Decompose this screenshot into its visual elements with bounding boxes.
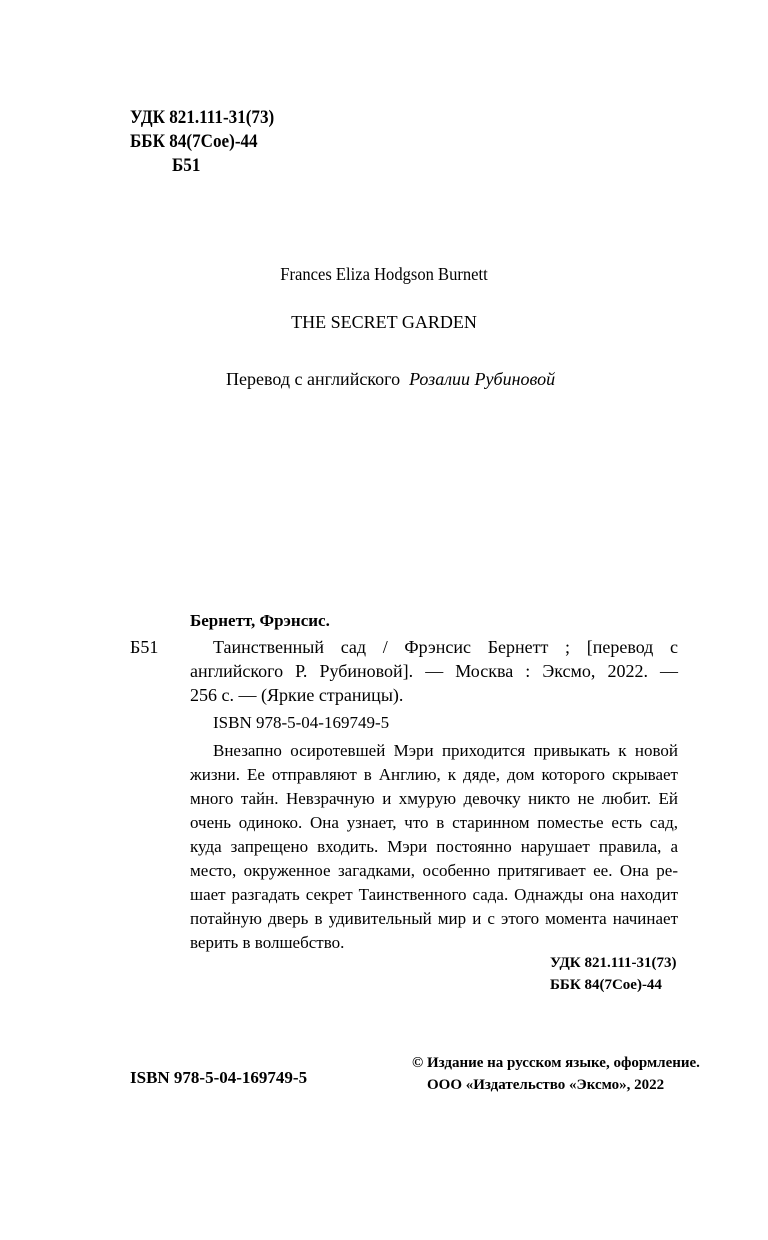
- annotation-line-8: потайную дверь в удивительный мир и с этого момента начинает: [190, 909, 678, 928]
- catalog-line-1: Таинственный сад / Фрэнсис Бернетт ; [перевод с: [213, 637, 678, 657]
- annotation-line-3: много тайн. Невзрачную и хмурую девочку никто не любит. Ей: [190, 789, 678, 808]
- translator-name: Розалии Рубиновой: [409, 369, 556, 389]
- translation-line: [226, 369, 555, 390]
- annotation-line-6: место, окруженное загадками, особенно притягивает ее. Она ре-: [190, 861, 678, 880]
- catalog-line-2: английского Р. Рубиновой]. — Москва : Эксмо, 2022. —: [190, 661, 678, 681]
- annotation-line-7: шает разгадать секрет Таинственного сада. Однажды она находит: [190, 885, 678, 904]
- original-author: Frances Eliza Hodgson Burnett: [280, 264, 488, 284]
- author-mark: Б51: [172, 155, 201, 176]
- catalog-udk: УДК 821.111-31(73): [550, 955, 677, 971]
- catalog-line-3: 256 с. — (Яркие страницы).: [190, 685, 404, 705]
- annotation-line-5: куда запрещено входить. Мэри постоянно нарушает правила, а: [190, 837, 678, 856]
- udk-code: УДК 821.111-31(73): [130, 107, 275, 128]
- catalog-author-heading: Бернетт, Фрэнсис.: [190, 611, 330, 630]
- copyright-line-1: © Издание на русском языке, оформление.: [412, 1055, 700, 1071]
- annotation-line-9: верить в волшебство.: [190, 933, 345, 952]
- translation-prefix: Перевод с английского: [226, 369, 401, 389]
- original-title: THE SECRET GARDEN: [291, 312, 477, 332]
- catalog-bbk: ББК 84(7Сое)-44: [550, 977, 662, 993]
- copyright-line-2: ООО «Издательство «Эксмо», 2022: [427, 1077, 665, 1093]
- catalog-isbn: ISBN 978-5-04-169749-5: [213, 713, 390, 732]
- catalog-author-mark: Б51: [130, 637, 159, 657]
- annotation-line-1: Внезапно осиротевшей Мэри приходится привыкать к новой: [213, 741, 678, 760]
- annotation-line-4: очень одиноко. Она узнает, что в старинном поместье есть сад,: [190, 813, 678, 832]
- bbk-code: ББК 84(7Сое)-44: [130, 131, 258, 152]
- annotation-line-2: жизни. Ее отправляют в Англию, к дяде, дом которого скрывает: [190, 765, 678, 784]
- footer-isbn: ISBN 978-5-04-169749-5: [130, 1068, 308, 1087]
